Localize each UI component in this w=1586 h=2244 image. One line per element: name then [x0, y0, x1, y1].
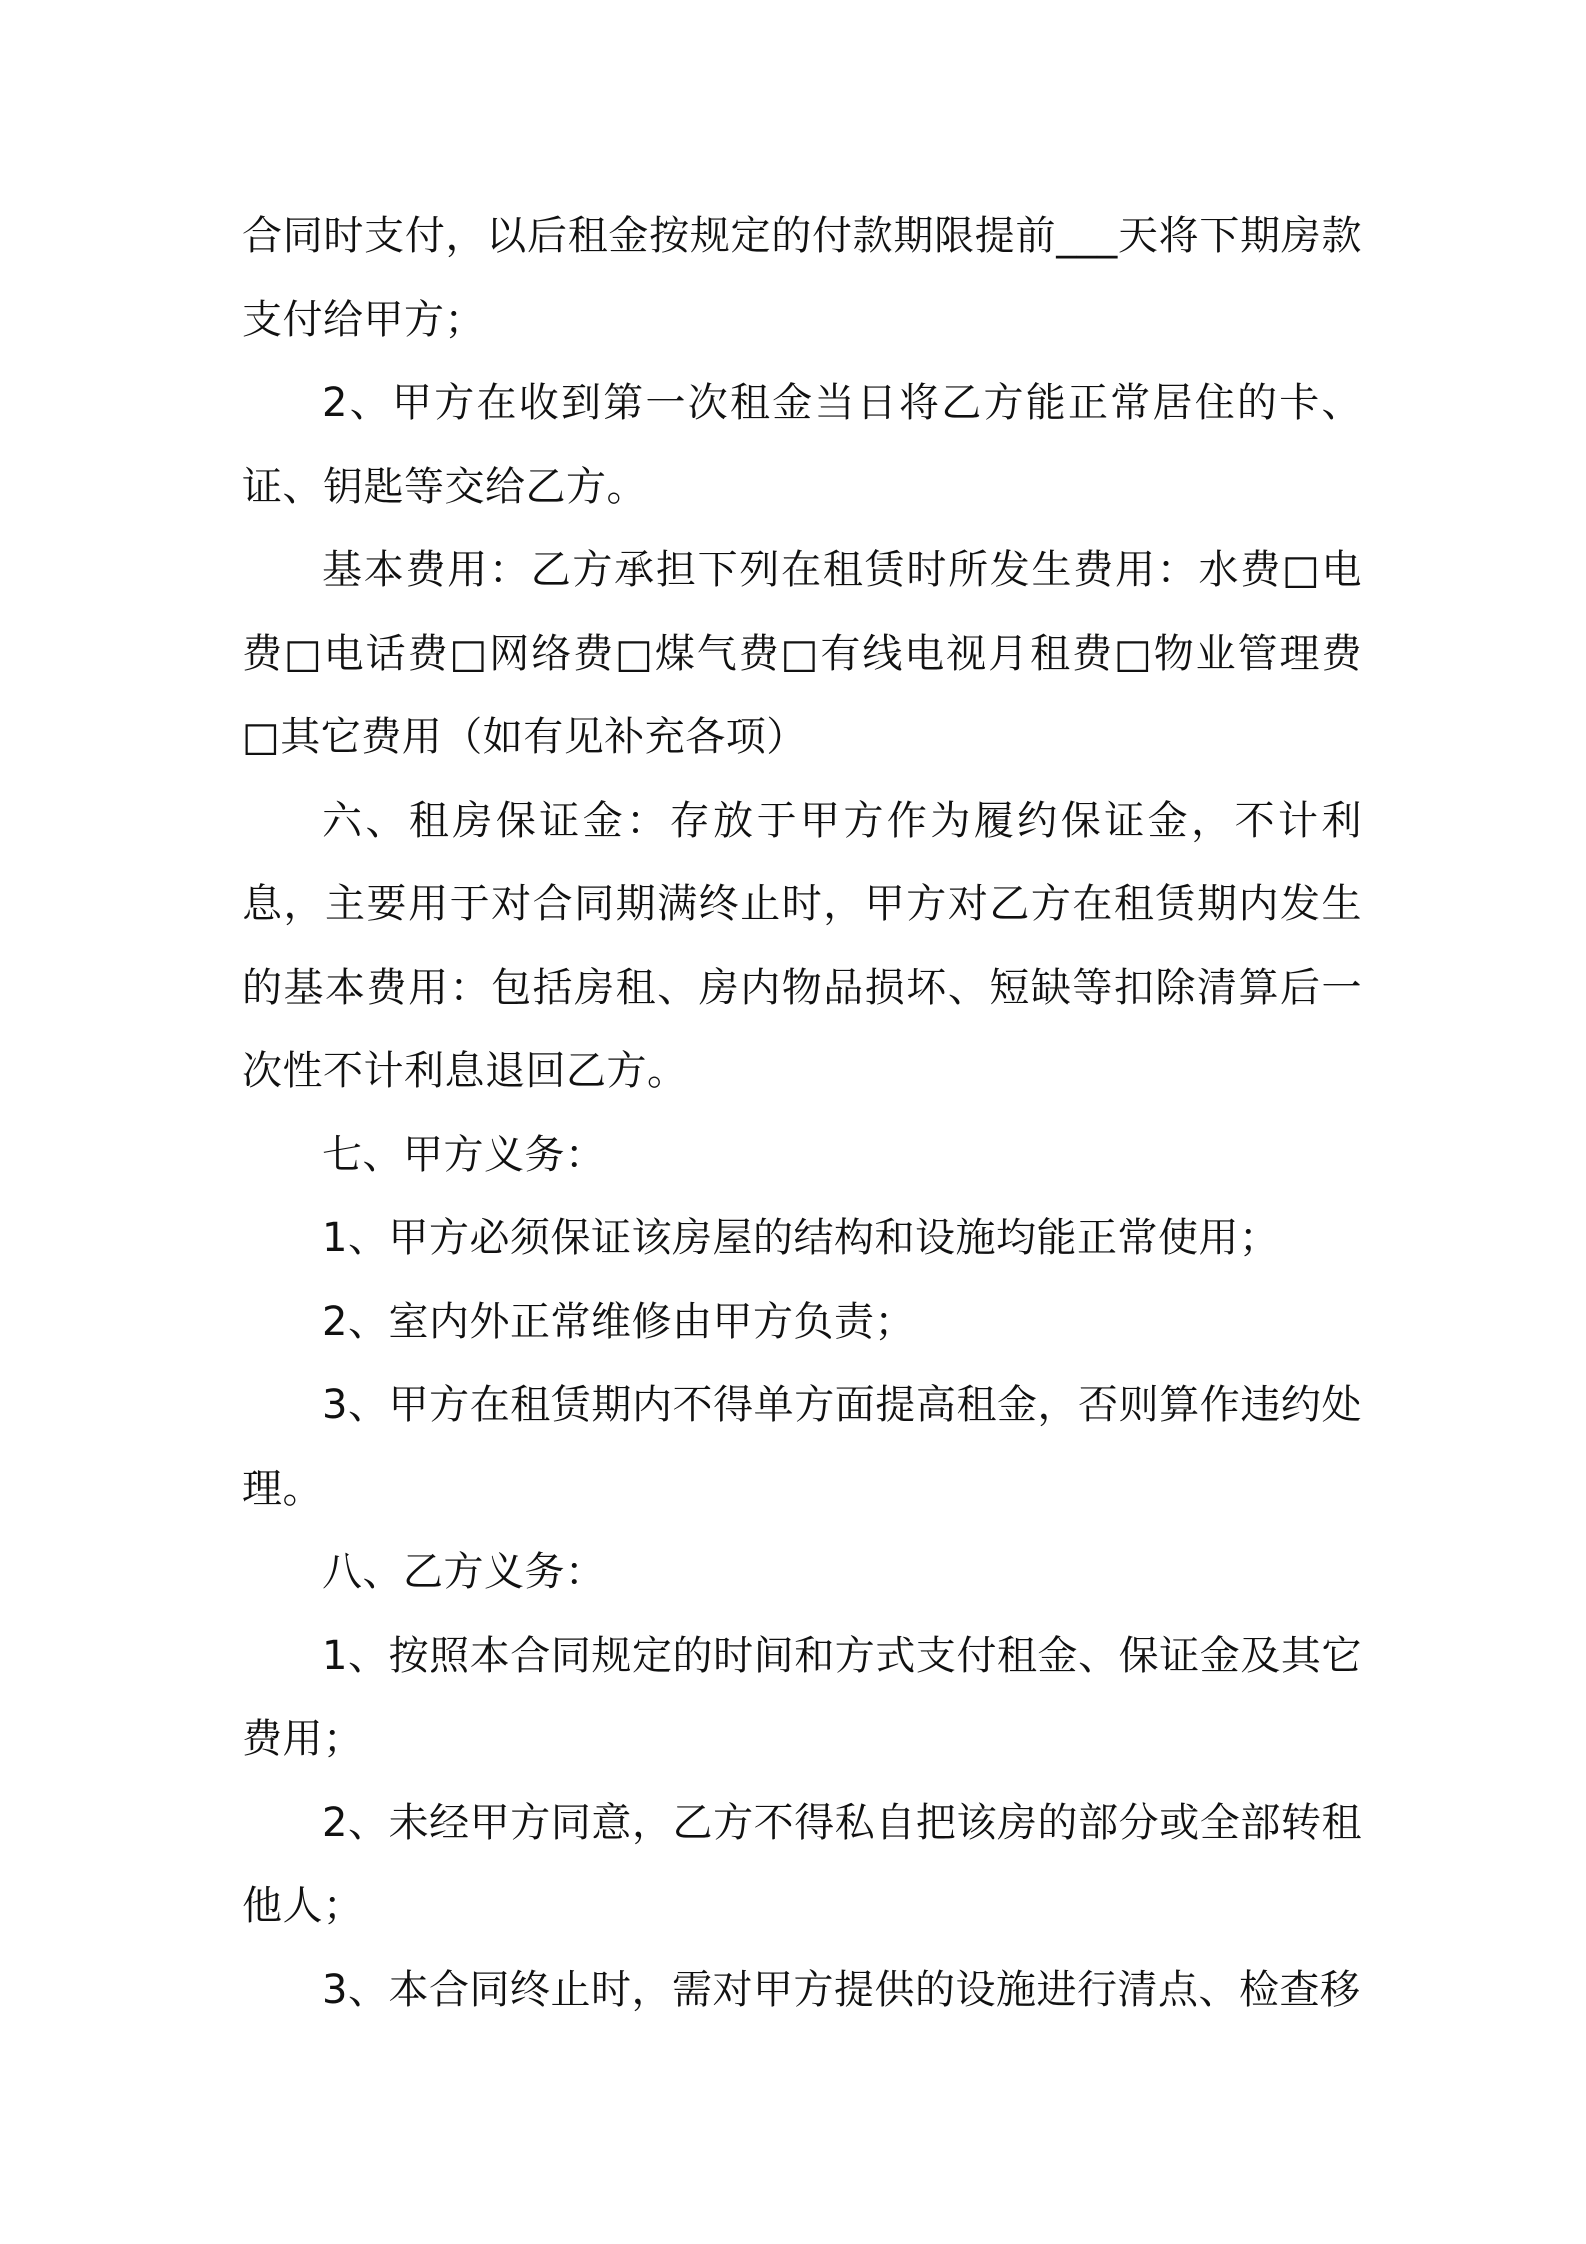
paragraph-party-a-item-2: 2、室内外正常维修由甲方负责；: [322, 1298, 915, 1345]
paragraph-party-a-item-3: 3、甲方在租赁期内不得单方面提高租金，否则算作违约处理。: [242, 1382, 1362, 1512]
paragraph-rent-payment: 合同时支付，以后租金按规定的付款期限提前___天将下期房款支付给甲方；: [242, 213, 1362, 343]
section-heading-party-a-obligations: 七、甲方义务：: [322, 1131, 606, 1178]
paragraph-basic-fees: 基本费用：乙方承担下列在租赁时所发生费用：水费□电费□电话费□网络费□煤气费□有线电视月租费□物业管理费□其它费用（如有见补充各项）: [242, 547, 1362, 760]
paragraph-party-b-item-3: 3、本合同终止时，需对甲方提供的设施进行清点、检查移: [322, 1966, 1361, 2013]
paragraph-keys-handover: 2、甲方在收到第一次租金当日将乙方能正常居住的卡、证、钥匙等交给乙方。: [242, 380, 1362, 510]
paragraph-party-a-item-1: 1、甲方必须保证该房屋的结构和设施均能正常使用；: [322, 1215, 1280, 1261]
paragraph-party-b-item-1: 1、按照本合同规定的时间和方式支付租金、保证金及其它费用；: [242, 1632, 1362, 1762]
paragraph-party-b-item-2: 2、未经甲方同意，乙方不得私自把该房的部分或全部转租他人；: [242, 1799, 1362, 1929]
document-body: [242, 195, 1362, 2032]
paragraph-deposit: 六、租房保证金：存放于甲方作为履约保证金，不计利息，主要用于对合同期满终止时，甲方对乙方在租赁期内发生的基本费用：包括房租、房内物品损坏、短缺等扣除清算后一次性不计利息退回乙方。: [242, 797, 1362, 1094]
section-heading-party-b-obligations: 八、乙方义务：: [322, 1549, 606, 1595]
